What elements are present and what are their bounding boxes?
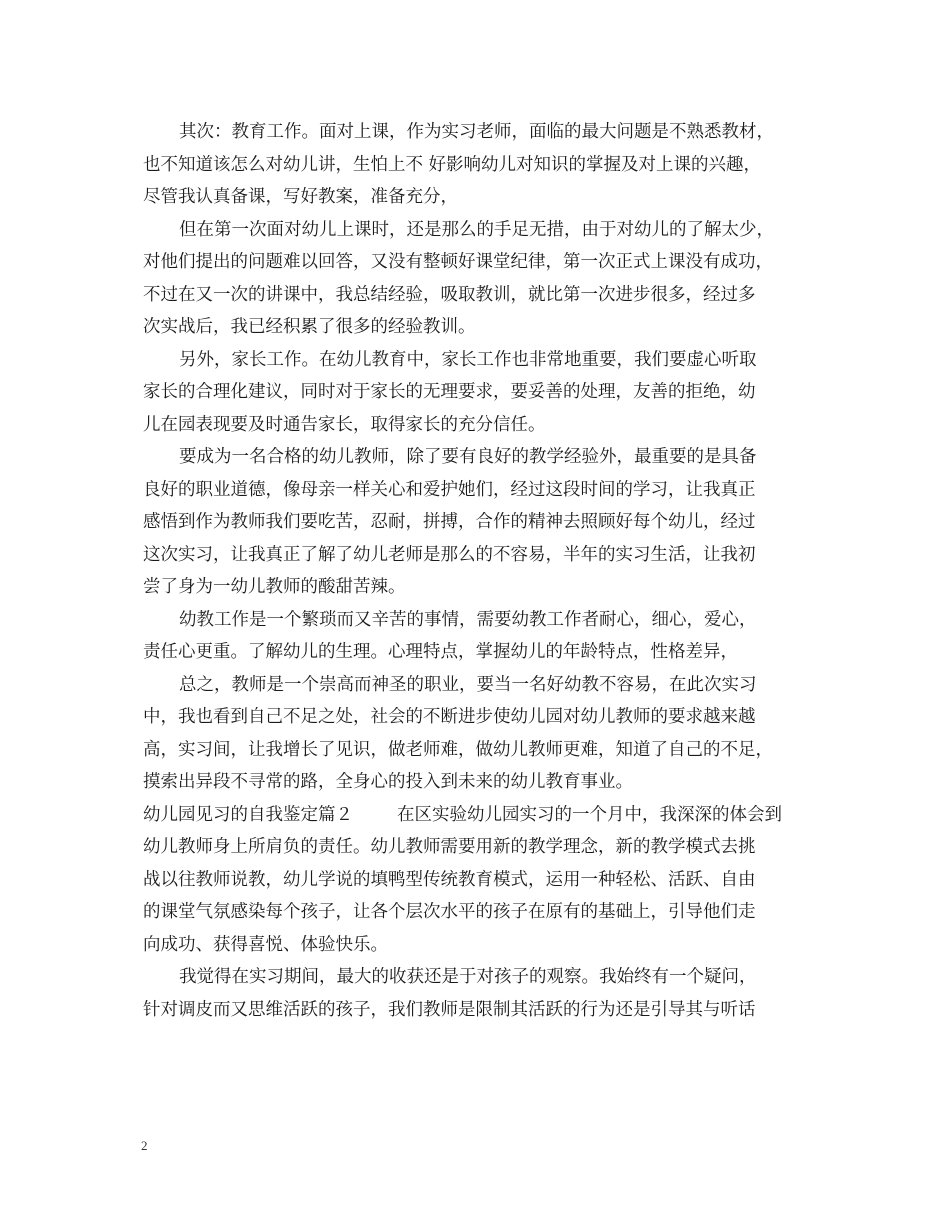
- text-line: 这次实习，让我真正了解了幼儿老师是那么的不容易，半年的实习生活，让我初: [143, 544, 756, 565]
- text-line: 摸索出异段不寻常的路，全身心的投入到未来的幼儿教育事业。: [143, 772, 633, 792]
- text-line: 不过在又一次的讲课中，我总结经验，吸取教训，就比第一次进步很多，经过多: [143, 284, 756, 305]
- text-line: 幼教工作是一个繁琐而又辛苦的事情，需要幼教工作者耐心，细心，爱心，: [179, 609, 757, 630]
- body-text: [143, 116, 823, 1026]
- text-line: 另外，家长工作。在幼儿教育中，家长工作也非常地重要，我们要虚心听取: [179, 349, 757, 370]
- text-line: 总之，教师是一个崇高而神圣的职业，要当一名好幼教不容易，在此次实习: [179, 674, 757, 695]
- text-line: 家长的合理化建议，同时对于家长的无理要求，要妥善的处理，友善的拒绝，幼: [143, 382, 756, 402]
- text-line: 中，我也看到自己不足之处，社会的不断进步使幼儿园对幼儿教师的要求越来越: [143, 707, 756, 727]
- section-heading-line: [143, 799, 823, 832]
- text-line: 战以往教师说教，幼儿学说的填鸭型传统教育模式，运用一种轻松、活跃、自由: [143, 869, 756, 890]
- text-line: 高，实习间，让我增长了见识，做老师难，做幼儿教师更难，知道了自己的不足，: [143, 739, 773, 760]
- text-line: 向成功、获得喜悦、体验快乐。: [143, 934, 388, 955]
- text-line: 尽管我认真备课，写好教案，准备充分，: [143, 187, 458, 207]
- text-line: 的课堂气氛感染每个孩子，让各个层次水平的孩子在原有的基础上，引导他们走: [143, 902, 756, 922]
- text-line: 其次：教育工作。面对上课，作为实习老师，面临的最大问题是不熟悉教材，: [179, 122, 774, 142]
- section-first-line: 在区实验幼儿园实习的一个月中，我深深的体会到: [397, 804, 782, 825]
- text-line: 次实战后，我已经积累了很多的经验教训。: [143, 317, 476, 337]
- text-line: 要成为一名合格的幼儿教师，除了要有良好的教学经验外，最重要的是具备: [179, 447, 757, 467]
- text-line: 儿在园表现要及时通告家长，取得家长的充分信任。: [143, 414, 546, 435]
- text-line: 针对调皮而又思维活跃的孩子，我们教师是限制其活跃的行为还是引导其与听话: [143, 999, 756, 1020]
- text-line: 良好的职业道德，像母亲一样关心和爱护她们，经过这段时间的学习，让我真正: [143, 479, 756, 500]
- section-heading: 幼儿园见习的自我鉴定篇２: [143, 804, 353, 825]
- page-number: 2: [141, 1138, 148, 1153]
- text-line: 感悟到作为教师我们要吃苦，忍耐，拼搏，合作的精神去照顾好每个幼儿，经过: [143, 512, 756, 532]
- text-line: 对他们提出的问题难以回答，又没有整顿好课堂纪律，第一次正式上课没有成功，: [143, 252, 773, 272]
- text-line: 幼儿教师身上所肩负的责任。幼儿教师需要用新的教学理念，新的教学模式去挑: [143, 837, 756, 857]
- text-line: 也不知道该怎么对幼儿讲，生怕上不 好影响幼儿对知识的掌握及对上课的兴趣，: [143, 154, 762, 175]
- text-line: 尝了身为一幼儿教师的酸甜苦辣。: [143, 577, 406, 597]
- text-line: 责任心更重。了解幼儿的生理。心理特点，掌握幼儿的年龄特点，性格差异，: [143, 642, 738, 662]
- text-line: 但在第一次面对幼儿上课时，还是那么的手足无措，由于对幼儿的了解太少，: [179, 219, 774, 240]
- text-line: 我觉得在实习期间，最大的收获还是于对孩子的观察。我始终有一个疑问，: [179, 967, 757, 987]
